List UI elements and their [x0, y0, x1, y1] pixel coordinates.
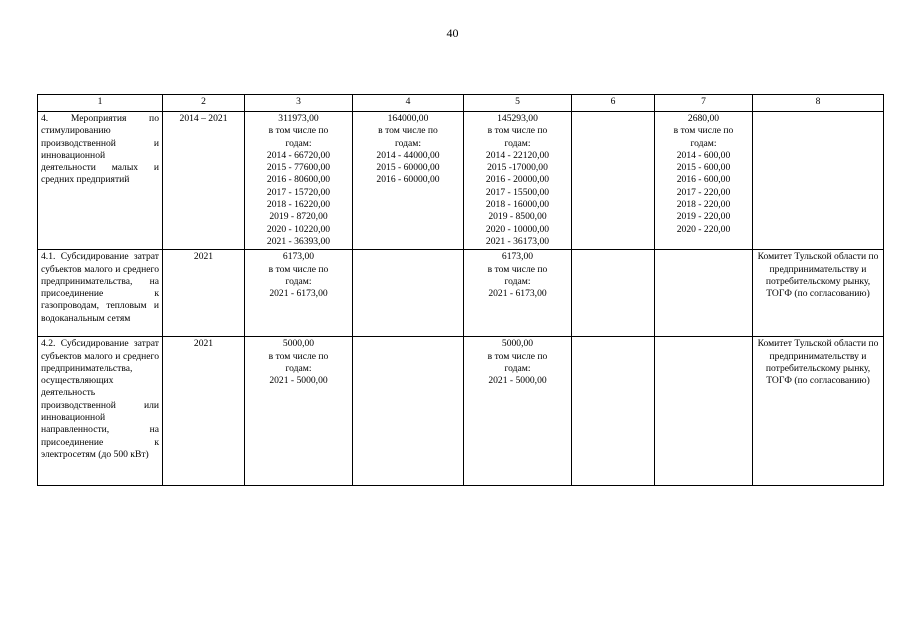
total-cell [245, 112, 353, 250]
other-sources-cell [655, 250, 753, 337]
regional-budget-cell [464, 337, 572, 486]
cell-line: 2021 - 36173,00 [485, 235, 550, 247]
cell-line: 6173,00 [501, 251, 534, 263]
header-cell: 7 [655, 95, 753, 112]
executor-cell [753, 112, 884, 250]
header-cell: 8 [753, 95, 884, 112]
years-cell: 2014 – 2021 [163, 112, 245, 250]
cell-line: 2015 -17000,00 [487, 162, 548, 174]
cell-line: 2016 - 600,00 [676, 174, 731, 186]
federal-budget-cell [353, 337, 464, 486]
header-cell: 4 [353, 95, 464, 112]
cell-line: в том числе по [378, 125, 438, 137]
measure-name: 4.2. Субсидирование затрат субъектов малого и среднего предпринимательства, осуществляющих деятельность производственной или инновационной направленности, на присоединение к электросетям (до 500 кВт) [38, 337, 163, 486]
cell-line: 2021 - 5000,00 [488, 375, 547, 387]
cell-line: 2016 - 20000,00 [485, 174, 550, 186]
cell-line: 2021 - 5000,00 [269, 375, 328, 387]
cell-line: 2016 - 60000,00 [376, 174, 440, 186]
cell-line: 311973,00 [278, 113, 319, 124]
cell-line: 2017 - 15720,00 [266, 186, 331, 198]
cell-line: 2017 - 220,00 [676, 186, 731, 198]
cell-line: 145293,00 [497, 113, 538, 124]
measure-name: 4. Мероприятия по стимулированию производственной и инновационной деятельности малых и средних предприятий [38, 112, 163, 250]
cell-line: 5000,00 [501, 338, 534, 350]
cell-line: 6173,00 [282, 251, 315, 263]
table-row [38, 250, 884, 337]
cell-line: 2018 - 16000,00 [485, 199, 550, 211]
cell-line: 2017 - 15500,00 [485, 186, 550, 198]
cell-line: в том числе по [268, 263, 329, 275]
cell-line: 2019 - 8500,00 [488, 211, 547, 223]
cell-line: 2019 - 8720,00 [269, 211, 328, 223]
header-cell: 3 [245, 95, 353, 112]
cell-line: в том числе по [487, 263, 548, 275]
cell-line: в том числе по [487, 350, 548, 362]
table-row [38, 112, 884, 250]
cell-line: 2019 - 220,00 [676, 211, 731, 223]
page-number: 40 [446, 26, 459, 40]
measure-name: 4.1. Субсидирование затрат субъектов малого и среднего предпринимательства, на присоединение к газопроводам, тепловым и водоканальным сетям [38, 250, 163, 337]
cell-line: годам: [504, 275, 531, 287]
other-sources-cell [655, 112, 753, 250]
cell-line: годам: [285, 137, 312, 149]
years-cell: 2021 [163, 337, 245, 486]
cell-line: в том числе по [268, 350, 329, 362]
years-cell: 2021 [163, 250, 245, 337]
cell-line: 2020 - 10220,00 [266, 223, 331, 235]
cell-line: годам: [504, 137, 531, 149]
cell-line: годам: [285, 275, 312, 287]
cell-line: 2021 - 6173,00 [488, 288, 547, 300]
cell-line: годам: [690, 137, 717, 149]
cell-line: 2021 - 6173,00 [269, 288, 328, 300]
cell-line: годам: [394, 137, 422, 149]
regional-budget-cell [464, 112, 572, 250]
cell-line: 2020 - 220,00 [676, 223, 731, 235]
local-budget-cell [572, 337, 655, 486]
local-budget-cell [572, 250, 655, 337]
cell-line: 2015 - 77600,00 [266, 162, 331, 174]
cell-line: 2018 - 16220,00 [266, 199, 331, 211]
cell-line: в том числе по [673, 125, 734, 137]
cell-line: 2021 - 36393,00 [266, 235, 331, 247]
cell-line: в том числе по [268, 125, 329, 137]
table-row [38, 337, 884, 486]
total-cell [245, 337, 353, 486]
local-budget-cell [572, 112, 655, 250]
header-cell: 6 [572, 95, 655, 112]
cell-line: годам: [504, 362, 531, 374]
regional-budget-cell [464, 250, 572, 337]
federal-budget-cell [353, 112, 464, 250]
program-table [37, 94, 884, 486]
cell-line: 2014 - 44000,00 [376, 149, 440, 161]
total-cell [245, 250, 353, 337]
cell-line: 2018 - 220,00 [676, 199, 731, 211]
header-row [38, 95, 884, 112]
cell-line: 164000,00 [387, 113, 429, 124]
cell-line: 2015 - 600,00 [676, 162, 731, 174]
cell-line: 2680,00 [687, 113, 720, 124]
cell-line: 2014 - 600,00 [676, 149, 731, 161]
header-cell: 2 [163, 95, 245, 112]
header-cell: 1 [38, 95, 163, 112]
executor-cell: Комитет Тульской области по предпринимательству и потребительскому рынку, ТОГФ (по согласованию) [753, 337, 884, 486]
cell-line: 2014 - 66720,00 [266, 149, 331, 161]
cell-line: 2020 - 10000,00 [485, 223, 550, 235]
cell-line: в том числе по [487, 125, 548, 137]
cell-line: 5000,00 [282, 338, 315, 350]
header-cell: 5 [464, 95, 572, 112]
cell-line: 2016 - 80600,00 [266, 174, 331, 186]
cell-line: 2015 - 60000,00 [376, 162, 440, 174]
cell-line: 2014 - 22120,00 [485, 149, 550, 161]
cell-line: годам: [285, 362, 312, 374]
federal-budget-cell [353, 250, 464, 337]
executor-cell: Комитет Тульской области по предпринимательству и потребительскому рынку, ТОГФ (по согласованию) [753, 250, 884, 337]
other-sources-cell [655, 337, 753, 486]
